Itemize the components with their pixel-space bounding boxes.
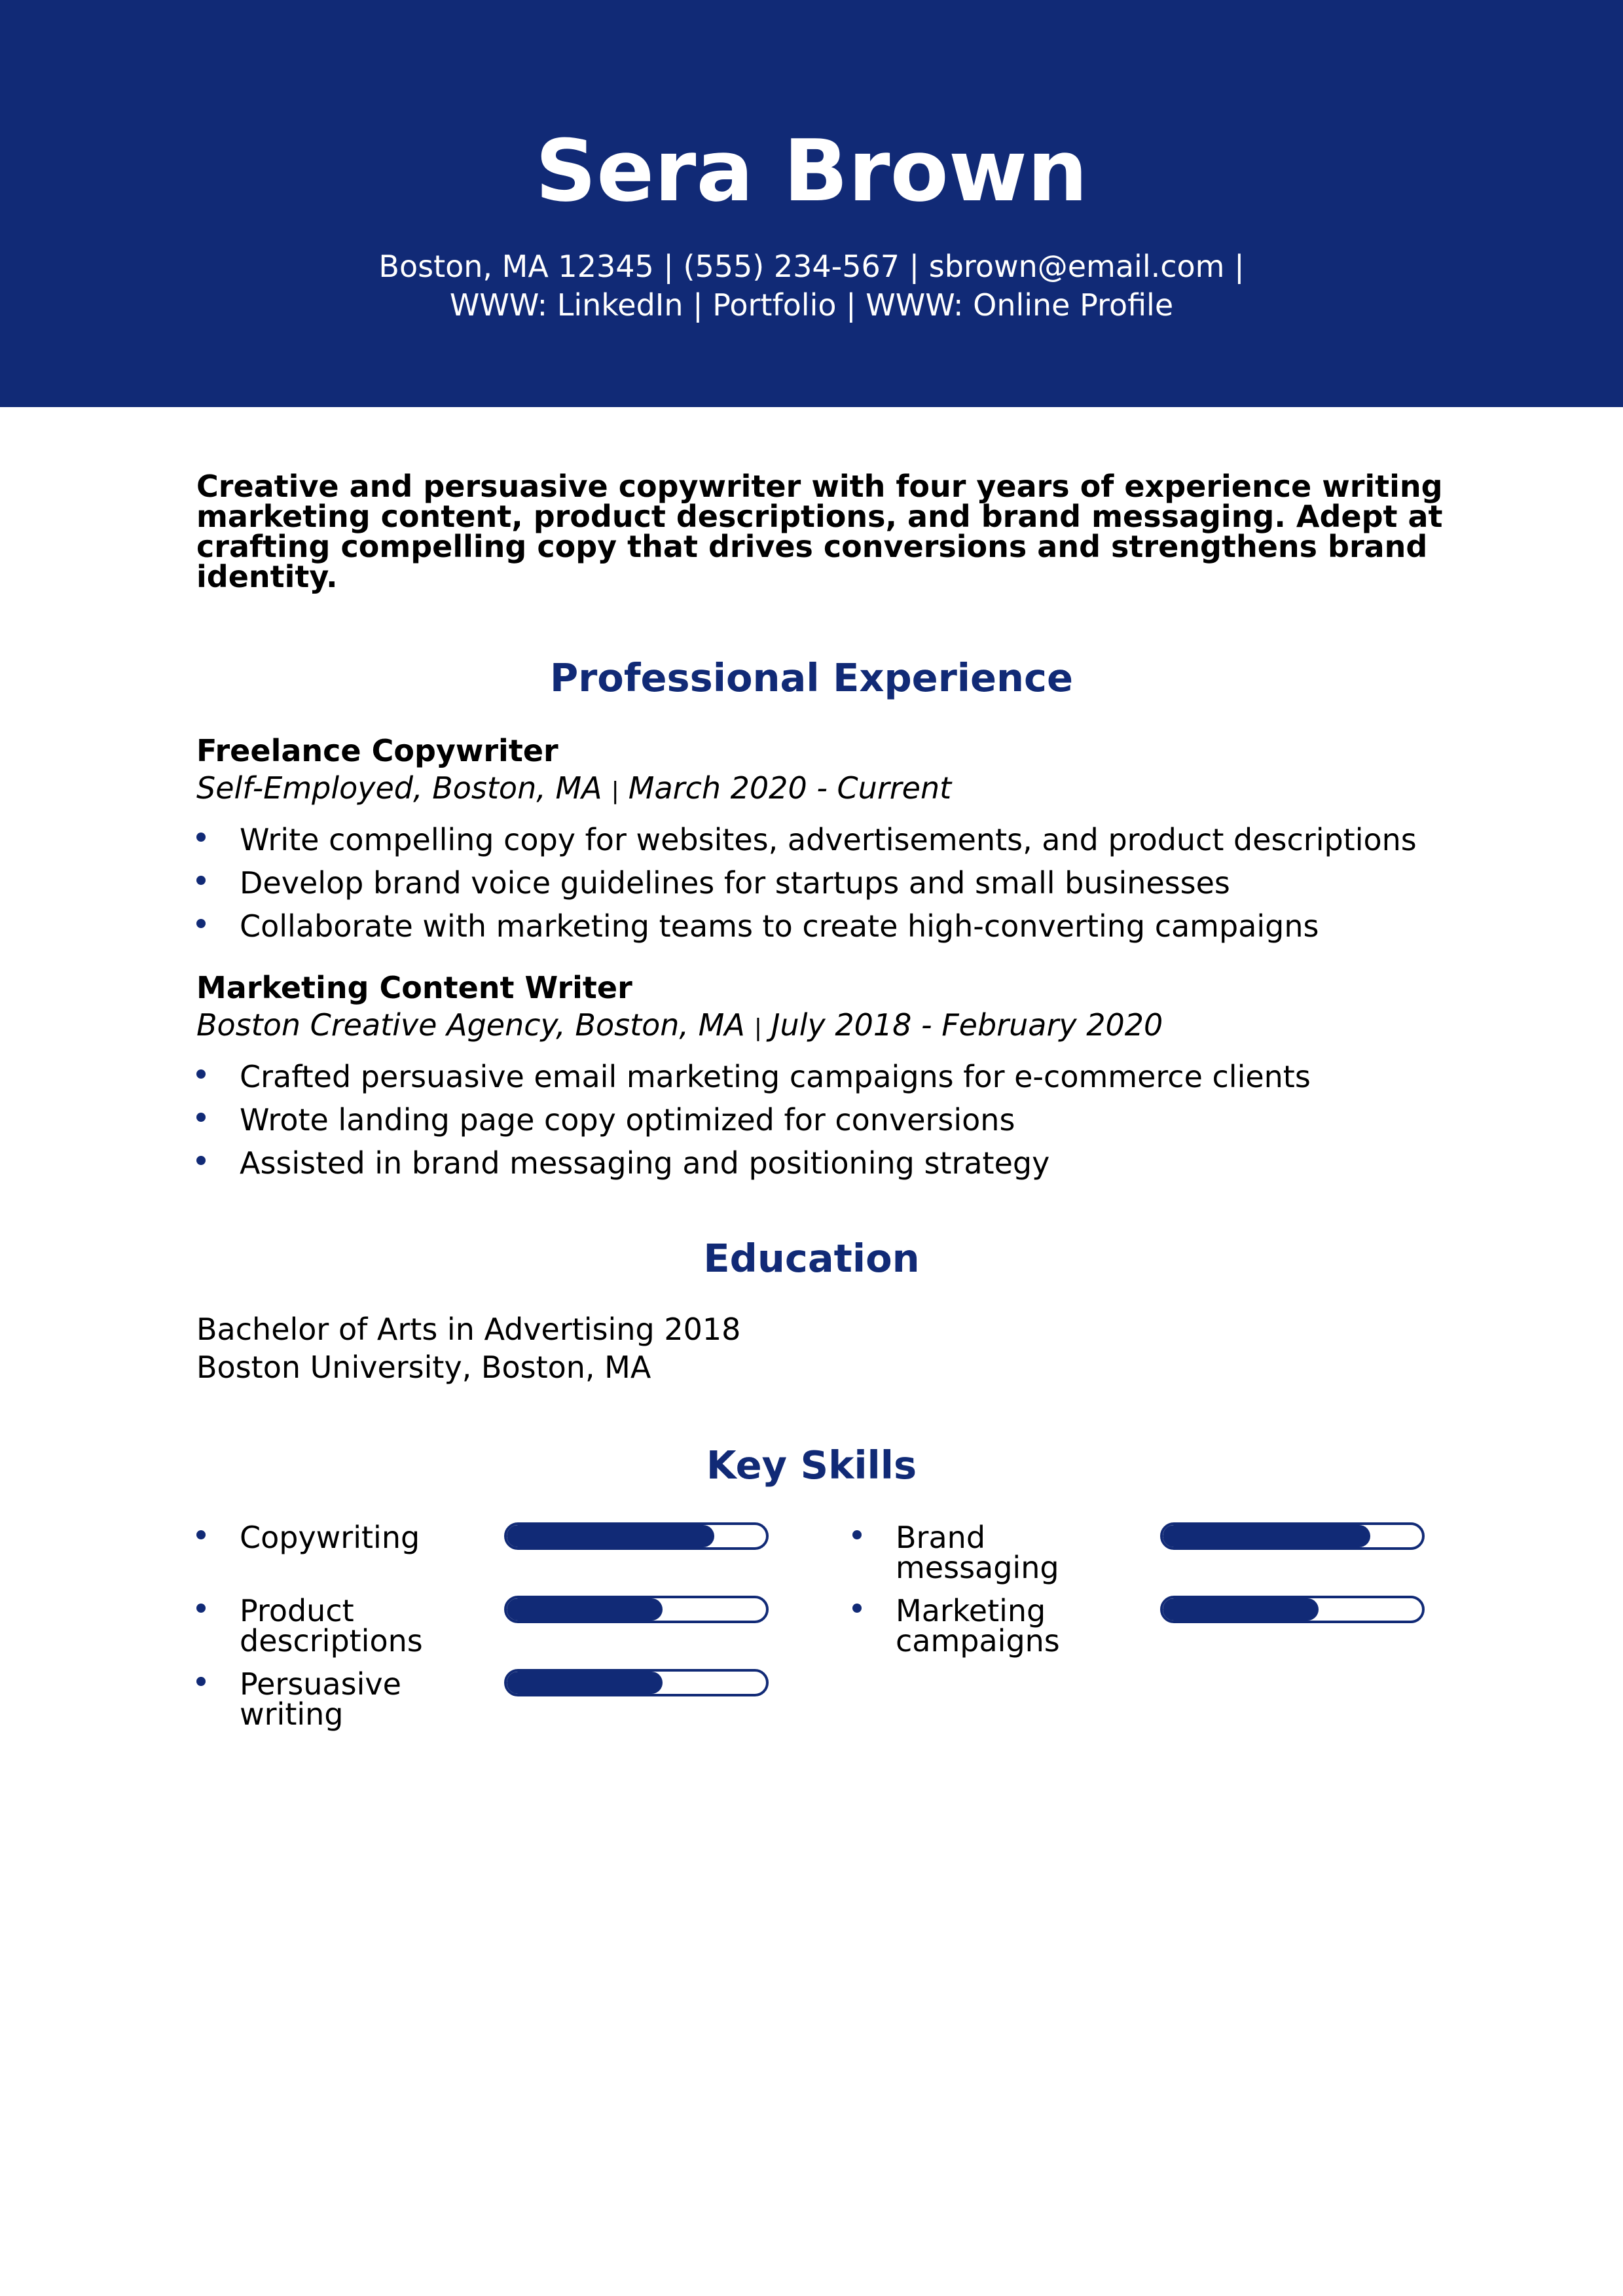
skill-level-bar xyxy=(504,1669,769,1696)
job-company: Boston Creative Agency, Boston, MA xyxy=(196,1007,745,1043)
bullet-icon xyxy=(196,1677,206,1686)
education-degree-line xyxy=(196,1310,740,1348)
school: Boston University, Boston, MA xyxy=(196,1350,651,1385)
skill-item xyxy=(196,1522,786,1588)
meta-separator: | xyxy=(611,778,619,804)
skill-label: Brand messaging xyxy=(896,1520,1059,1585)
skill-label: Product descriptions xyxy=(240,1593,423,1659)
job-dates: July 2018 - February 2020 xyxy=(771,1007,1163,1043)
list-item: Collaborate with marketing teams to create high-converting campaigns xyxy=(196,911,1417,954)
skill-label: Marketing campaigns xyxy=(896,1593,1060,1659)
bullet-icon xyxy=(852,1604,862,1613)
skill-level-fill xyxy=(1163,1598,1319,1621)
bullet-icon xyxy=(852,1530,862,1539)
skill-label: Copywriting xyxy=(240,1520,420,1555)
skill-level-bar xyxy=(1160,1596,1425,1623)
meta-separator: | xyxy=(754,1014,762,1041)
experience-section-title: Professional Experience xyxy=(549,655,1074,700)
header-banner xyxy=(0,0,1623,407)
skill-level-bar xyxy=(504,1596,769,1623)
graduation-year: 2018 xyxy=(664,1312,741,1347)
skill-level-bar xyxy=(1160,1522,1425,1550)
skill-level-fill xyxy=(507,1598,663,1621)
education-section-title: Education xyxy=(703,1236,920,1281)
skill-item xyxy=(196,1666,786,1734)
skill-item xyxy=(852,1522,1442,1588)
education-entry xyxy=(196,1310,740,1386)
list-item: Wrote landing page copy optimized for conversions xyxy=(196,1105,1311,1148)
skill-item xyxy=(852,1593,1442,1661)
list-item: Assisted in brand messaging and positioning strategy xyxy=(196,1148,1311,1191)
job-meta xyxy=(196,1007,1163,1043)
list-item: Write compelling copy for websites, advertisements, and product descriptions xyxy=(196,825,1417,868)
professional-summary: Creative and persuasive copywriter with four years of experience writing marketing content, product descriptions, and brand messaging. Adept at crafting compelling copy that drives conversions and strengthens brand identity. xyxy=(196,469,1443,594)
bullet-icon xyxy=(196,1604,206,1613)
job-title: Marketing Content Writer xyxy=(196,970,632,1005)
job-dates: March 2020 - Current xyxy=(628,770,952,806)
skill-level-bar xyxy=(504,1522,769,1550)
candidate-name: Sera Brown xyxy=(535,121,1088,221)
bullet-icon xyxy=(196,1530,206,1539)
contact-line-2: WWW: LinkedIn | Portfolio | WWW: Online Profile xyxy=(449,287,1174,323)
degree: Bachelor of Arts in Advertising xyxy=(196,1312,655,1347)
list-item: Crafted persuasive email marketing campaigns for e-commerce clients xyxy=(196,1062,1311,1105)
list-item: Develop brand voice guidelines for startups and small businesses xyxy=(196,868,1417,911)
skill-level-fill xyxy=(507,1672,663,1694)
job-company: Self-Employed, Boston, MA xyxy=(196,770,602,806)
job-meta xyxy=(196,770,952,806)
contact-line-1: Boston, MA 12345 | (555) 234-567 | sbrown@email.com | xyxy=(378,249,1245,284)
skill-level-fill xyxy=(507,1525,714,1547)
job-title: Freelance Copywriter xyxy=(196,733,558,768)
skill-level-fill xyxy=(1163,1525,1370,1547)
contact-info xyxy=(0,247,1623,325)
skill-label: Persuasive writing xyxy=(240,1666,401,1732)
job-bullets xyxy=(196,1059,1311,1191)
job-bullets xyxy=(196,822,1417,954)
skills-section-title: Key Skills xyxy=(706,1443,917,1488)
skill-item xyxy=(196,1593,786,1661)
